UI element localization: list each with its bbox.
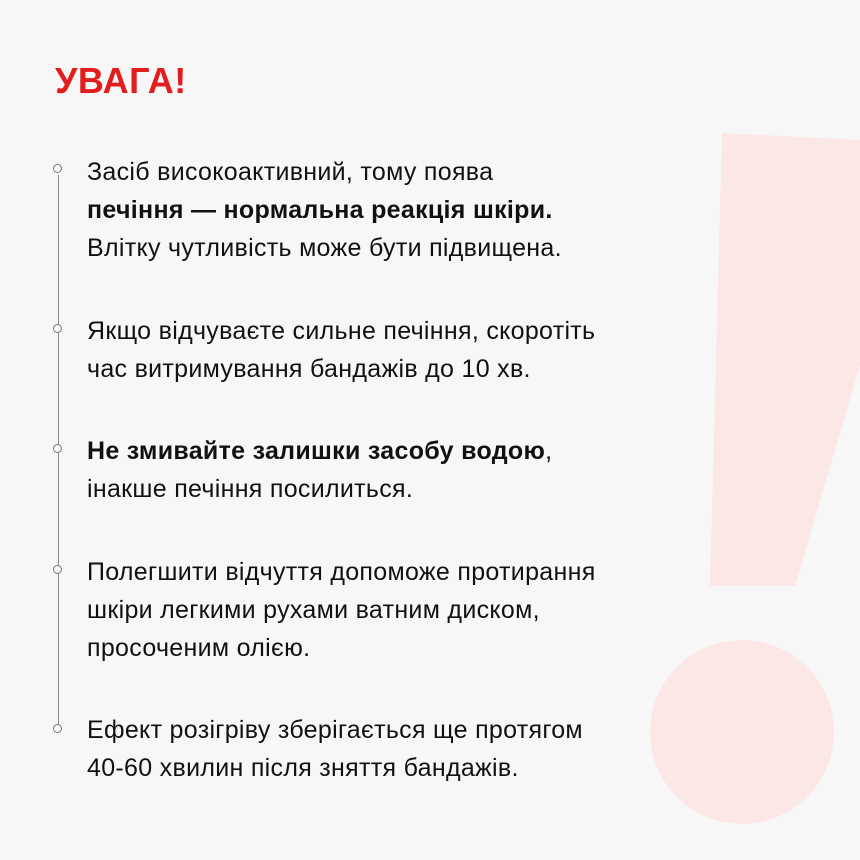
item-text: 40-60 хвилин після зняття бандажів. [87, 754, 519, 782]
warning-item-3 [87, 432, 767, 508]
item-text-line [87, 432, 767, 470]
warning-item-1 [87, 153, 767, 267]
item-text: просоченим олією. [87, 634, 311, 662]
item-text: Полегшити відчуття допоможе протирання [87, 558, 596, 586]
item-text: Влітку чутливість може бути підвищена. [87, 234, 562, 262]
warning-item-5 [87, 711, 767, 787]
item-text: час витримування бандажів до 10 хв. [87, 355, 531, 383]
timeline-dot [53, 724, 62, 733]
warning-item-2 [87, 312, 767, 388]
item-text-punctuation: , [545, 437, 553, 465]
timeline-dot [53, 565, 62, 574]
timeline-dot [53, 444, 62, 453]
item-text: Якщо відчуваєте сильне печіння, скоротіть [87, 317, 596, 345]
item-text: Засіб високоактивний, тому поява [87, 158, 494, 186]
item-text: інакше печіння посилиться. [87, 475, 414, 503]
warning-heading: УВАГА! [55, 60, 187, 101]
warning-item-4 [87, 553, 767, 667]
item-text: Ефект розігріву зберігається ще протягом [87, 716, 583, 744]
item-text-bold: печіння — нормальна реакція шкіри. [87, 196, 553, 224]
item-text-bold: Не змивайте залишки засобу водою [87, 437, 546, 465]
timeline-dot [53, 164, 62, 173]
timeline-dot [53, 324, 62, 333]
item-text: шкіри легкими рухами ватним диском, [87, 596, 540, 624]
